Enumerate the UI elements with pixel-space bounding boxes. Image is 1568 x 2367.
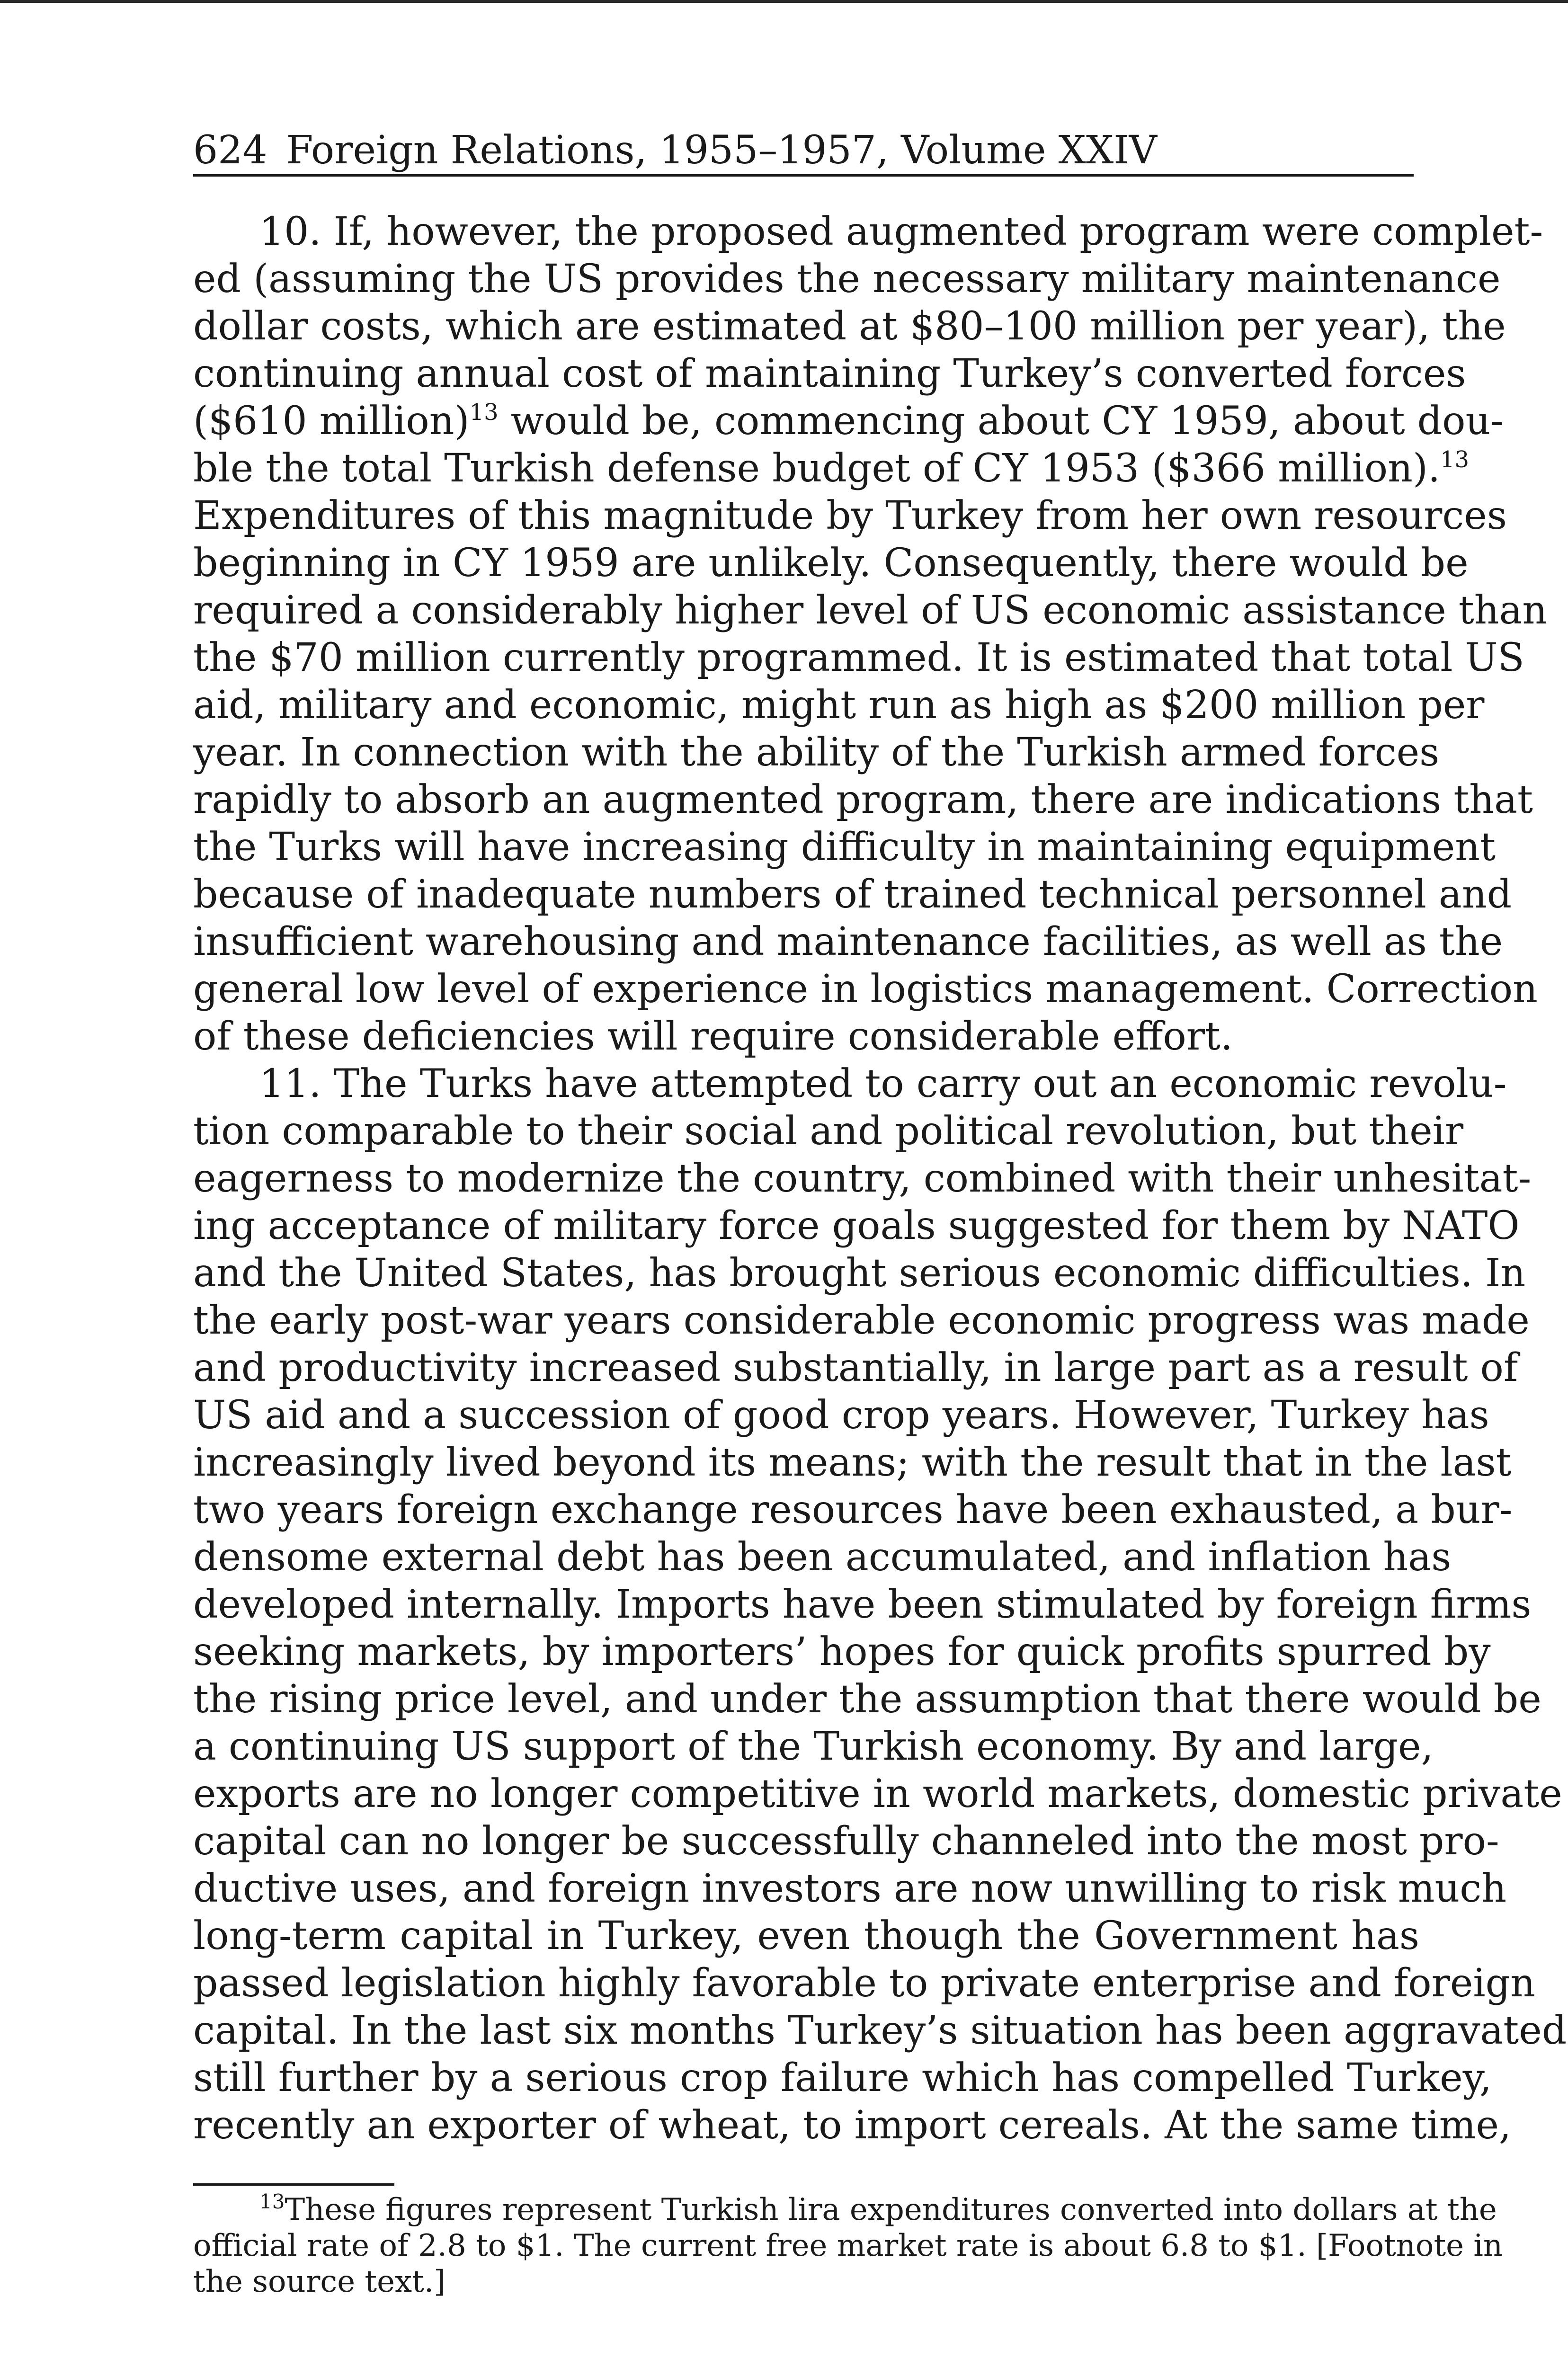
paragraph-11-line: two years foreign exchange resources have been exhausted, a bur- [193, 1487, 1513, 1532]
page-number: 624 [193, 128, 267, 173]
footnote-reference: 13 [469, 399, 499, 426]
running-header [193, 127, 1414, 177]
footnote-line: the source text.] [193, 2264, 446, 2299]
paragraph-10-line: required a considerably higher level of US economic assistance than [193, 588, 1548, 633]
text-fragment: ($610 million) [193, 399, 470, 444]
paragraph-11-line: US aid and a succession of good crop years. However, Turkey has [193, 1393, 1489, 1438]
paragraph-11-line: ductive uses, and foreign investors are now unwilling to risk much [193, 1866, 1507, 1911]
footnote-line: official rate of 2.8 to $1. The current free market rate is about 6.8 to $1. [Footnote in [193, 2228, 1503, 2263]
paragraph-10-line: year. In connection with the ability of the Turkish armed forces [193, 730, 1440, 775]
paragraph-10-line: 10. If, however, the proposed augmented program were complet- [259, 209, 1543, 254]
paragraph-11-line: exports are no longer competitive in world markets, domestic private [193, 1771, 1562, 1816]
paragraph-11-line: recently an exporter of wheat, to import cereals. At the same time, [193, 2103, 1512, 2148]
text-fragment: would be, commencing about CY 1959, about dou- [498, 399, 1504, 444]
paragraph-10-line: rapidly to absorb an augmented program, there are indications that [193, 777, 1533, 822]
paragraph-11-line: capital can no longer be successfully channeled into the most pro- [193, 1819, 1499, 1864]
paragraph-11-line: the rising price level, and under the assumption that there would be [193, 1677, 1541, 1722]
paragraph-11-line: ing acceptance of military force goals suggested for them by NATO [193, 1203, 1520, 1248]
paragraph-11-line: seeking markets, by importers’ hopes for quick profits spurred by [193, 1629, 1491, 1674]
paragraph-10-line: beginning in CY 1959 are unlikely. Consequently, there would be [193, 541, 1469, 586]
body-text [193, 208, 1567, 2149]
footnote-number: 13 [259, 2190, 285, 2213]
paragraph-10-line: ed (assuming the US provides the necessary military maintenance [193, 257, 1501, 302]
paragraph-11-line: and the United States, has brought serious economic difficulties. In [193, 1251, 1526, 1296]
footnote-divider [193, 2183, 394, 2186]
footnote [193, 2190, 1503, 2300]
scan-top-border [0, 0, 1568, 3]
paragraph-11-line: capital. In the last six months Turkey’s situation has been aggravated [193, 2008, 1567, 2053]
paragraph-10-line: because of inadequate numbers of trained technical personnel and [193, 872, 1512, 917]
paragraph-10-line: aid, military and economic, might run as high as $200 million per [193, 683, 1485, 728]
running-title: Foreign Relations, 1955–1957, Volume XXIV [286, 128, 1157, 173]
paragraph-10-line: Expenditures of this magnitude by Turkey from her own resources [193, 493, 1507, 538]
paragraph-11-line: a continuing US support of the Turkish economy. By and large, [193, 1724, 1434, 1769]
paragraph-11-line: and productivity increased substantially, in large part as a result of [193, 1345, 1518, 1390]
paragraph-11-line: developed internally. Imports have been stimulated by foreign firms [193, 1582, 1532, 1627]
paragraph-10-line [193, 445, 1470, 492]
paragraph-11-line: increasingly lived beyond its means; with the result that in the last [193, 1440, 1512, 1485]
footnote-line [193, 2190, 1497, 2228]
paragraph-11-line: still further by a serious crop failure which has compelled Turkey, [193, 2056, 1492, 2100]
paragraph-11-line: densome external debt has been accumulated, and inflation has [193, 1535, 1452, 1580]
paragraph-10-line: the Turks will have increasing difficulty in maintaining equipment [193, 825, 1496, 870]
paragraph-11-line: the early post-war years considerable economic progress was made [193, 1298, 1530, 1343]
paragraph-11-line: eagerness to modernize the country, combined with their unhesitat- [193, 1156, 1532, 1201]
text-fragment: ble the total Turkish defense budget of CY 1953 ($366 million). [193, 446, 1441, 491]
paragraph-10-line: the $70 million currently programmed. It is estimated that total US [193, 635, 1524, 680]
paragraph-11-line: tion comparable to their social and political revolution, but their [193, 1109, 1464, 1154]
paragraph-10-line: continuing annual cost of maintaining Turkey’s converted forces [193, 351, 1466, 396]
footnote-reference: 13 [1440, 446, 1470, 473]
paragraph-10-line: of these deficiencies will require considerable effort. [193, 1014, 1233, 1059]
paragraph-10-line: general low level of experience in logistics management. Correction [193, 967, 1538, 1012]
paragraph-10-line [193, 398, 1504, 445]
paragraph-10-line: insufficient warehousing and maintenance facilities, as well as the [193, 919, 1503, 964]
paragraph-11-line: passed legislation highly favorable to private enterprise and foreign [193, 1961, 1535, 2006]
paragraph-10-line: dollar costs, which are estimated at $80–100 million per year), the [193, 304, 1506, 349]
paragraph-11-line: 11. The Turks have attempted to carry out an economic revolu- [259, 1061, 1507, 1106]
paragraph-11-line: long-term capital in Turkey, even though the Government has [193, 1913, 1419, 1958]
footnote-text: These figures represent Turkish lira expenditures converted into dollars at the [285, 2192, 1497, 2227]
